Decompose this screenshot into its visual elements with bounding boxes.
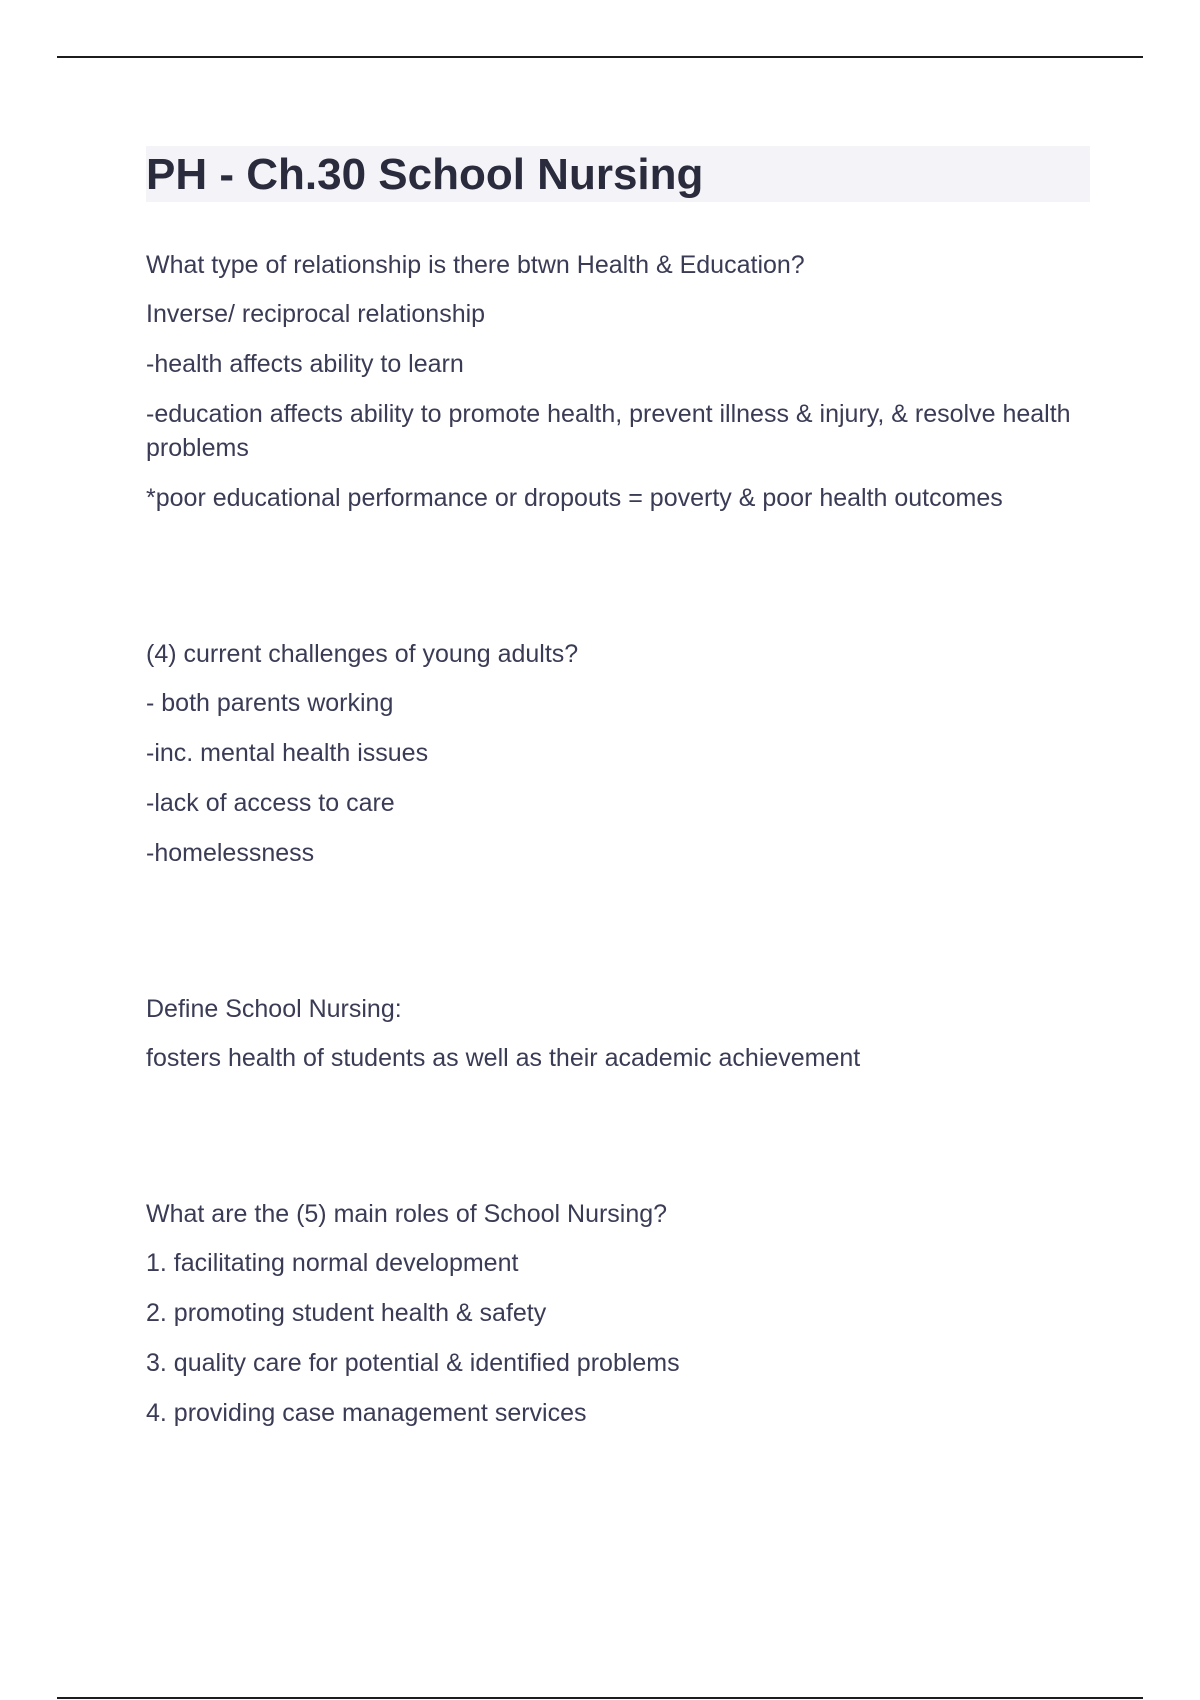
card-answer-line: -education affects ability to promote health, prevent illness & injury, & resolve health problems xyxy=(146,400,1071,462)
card-answer-line: 2. promoting student health & safety xyxy=(146,1299,547,1327)
flashcard-roles xyxy=(146,1197,1090,1430)
top-rule xyxy=(57,56,1143,58)
card-question: What type of relationship is there btwn Health & Education? xyxy=(146,251,805,279)
card-spacer xyxy=(146,1091,1090,1197)
title-bar xyxy=(146,146,1090,202)
bottom-rule xyxy=(57,1697,1143,1699)
card-answer-line: -lack of access to care xyxy=(146,789,395,817)
card-answer-line: 1. facilitating normal development xyxy=(146,1249,519,1277)
card-answer-line: 3. quality care for potential & identified problems xyxy=(146,1349,680,1377)
card-answer-line: *poor educational performance or dropouts = poverty & poor health outcomes xyxy=(146,484,1003,512)
card-question: Define School Nursing: xyxy=(146,995,402,1023)
card-answer-line: -inc. mental health issues xyxy=(146,739,429,767)
card-answer-line: - both parents working xyxy=(146,689,394,717)
card-answer-line: fosters health of students as well as their academic achievement xyxy=(146,1044,861,1072)
card-spacer xyxy=(146,531,1090,637)
card-answer-line: -homelessness xyxy=(146,839,315,867)
flashcard-definition xyxy=(146,992,1090,1075)
card-question: What are the (5) main roles of School Nursing? xyxy=(146,1200,668,1228)
card-answer-line: -health affects ability to learn xyxy=(146,350,464,378)
card-question: (4) current challenges of young adults? xyxy=(146,640,579,668)
card-answer-line: 4. providing case management services xyxy=(146,1399,587,1427)
flashcard-challenges xyxy=(146,637,1090,870)
page-title: PH - Ch.30 School Nursing xyxy=(146,150,704,199)
flashcard-relationship xyxy=(146,248,1090,515)
page-content xyxy=(146,146,1090,1446)
card-answer-line: Inverse/ reciprocal relationship xyxy=(146,300,486,328)
card-spacer xyxy=(146,886,1090,992)
